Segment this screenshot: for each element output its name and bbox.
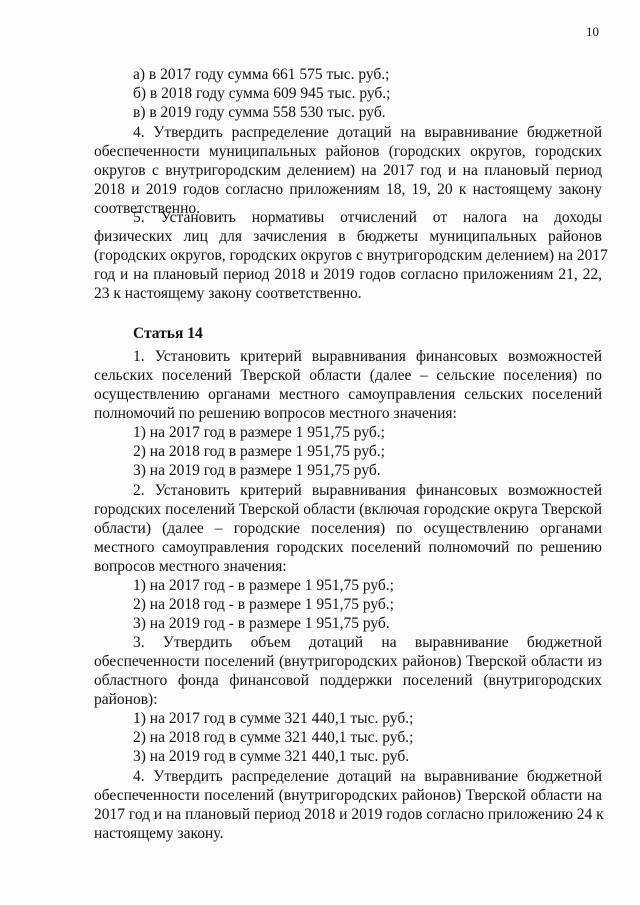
list-item: 2) на 2018 год в сумме 321 440,1 тыс. руб.; (133, 729, 414, 746)
text-line: 3. Утвердить объем дотаций на выравнивание бюджетной (133, 634, 602, 651)
text-line: 1. Установить критерий выравнивания финансовых возможностей (133, 348, 602, 365)
text-line: обеспеченности муниципальных районов (городских округов, городских (94, 143, 602, 160)
text-line: 4. Утвердить распределение дотаций на выравнивание бюджетной (133, 768, 602, 785)
list-item: 2) на 2018 год в размере 1 951,75 руб.; (133, 443, 385, 460)
list-item: 2) на 2018 год - в размере 1 951,75 руб.; (133, 596, 394, 613)
list-item: 3) на 2019 год в сумме 321 440,1 тыс. руб. (133, 748, 410, 765)
text-line: осуществлению органами местного самоуправления сельских поселений (94, 386, 602, 403)
text-line: округов с внутригородским делением) на 2017 год и на плановый период (94, 162, 602, 179)
text-line: 2. Установить критерий выравнивания финансовых возможностей (133, 482, 602, 499)
text-line: районов): (94, 691, 158, 708)
list-item: 3) на 2019 год - в размере 1 951,75 руб. (133, 615, 390, 632)
list-item: 3) на 2019 год в размере 1 951,75 руб. (133, 462, 381, 479)
text-line: области) (далее – городские поселения) по осуществлению органами (94, 520, 602, 537)
text-line: сельских поселений Тверской области (далее – сельские поселения) по (94, 367, 602, 384)
text-line: соответственно. (94, 200, 200, 217)
text-line: вопросов местного значения: (94, 558, 287, 575)
list-item: 1) на 2017 год в размере 1 951,75 руб.; (133, 424, 385, 441)
text-line: а) в 2017 году сумма 661 575 тыс. руб.; (133, 66, 390, 83)
text-line: обеспеченности поселений (внутригородских районов) Тверской области из (94, 653, 602, 670)
list-item: 1) на 2017 год в сумме 321 440,1 тыс. руб.; (133, 710, 414, 727)
text-line: полномочий по решению вопросов местного значения: (94, 405, 457, 422)
text-line: физических лиц для зачисления в бюджеты муниципальных районов (94, 228, 602, 245)
text-line: 5. Установить нормативы отчислений от налога на доходы (133, 209, 602, 226)
page-number: 10 (586, 24, 599, 39)
text-line: 2017 год и на плановый период 2018 и 2019 годов согласно приложению 24 к (94, 806, 604, 823)
text-line: год и на плановый период 2018 и 2019 годов согласно приложениям 21, 22, (94, 266, 602, 283)
text-line: в) в 2019 году сумма 558 530 тыс. руб. (133, 104, 386, 121)
list-item: 1) на 2017 год - в размере 1 951,75 руб.; (133, 577, 394, 594)
text-line: 2018 и 2019 годов согласно приложениям 18, 19, 20 к настоящему закону (94, 181, 602, 198)
text-line: городских поселений Тверской области (включая городские округа Тверской (94, 501, 602, 518)
text-line: 23 к настоящему закону соответственно. (94, 285, 362, 302)
text-line: областного фонда финансовой поддержки поселений (внутригородских (94, 672, 602, 689)
text-line: (городских округов, городских округов с внутригородским делением) на 2017 (94, 247, 608, 264)
text-line: настоящему закону. (94, 825, 224, 842)
text-line: местного самоуправления городских поселений полномочий по решению (94, 539, 602, 556)
text-line: 4. Утвердить распределение дотаций на выравнивание бюджетной (133, 124, 602, 141)
article-heading: Статья 14 (133, 325, 203, 342)
text-line: б) в 2018 году сумма 609 945 тыс. руб.; (133, 85, 391, 102)
text-line: обеспеченности поселений (внутригородских районов) Тверской области на (94, 787, 602, 804)
